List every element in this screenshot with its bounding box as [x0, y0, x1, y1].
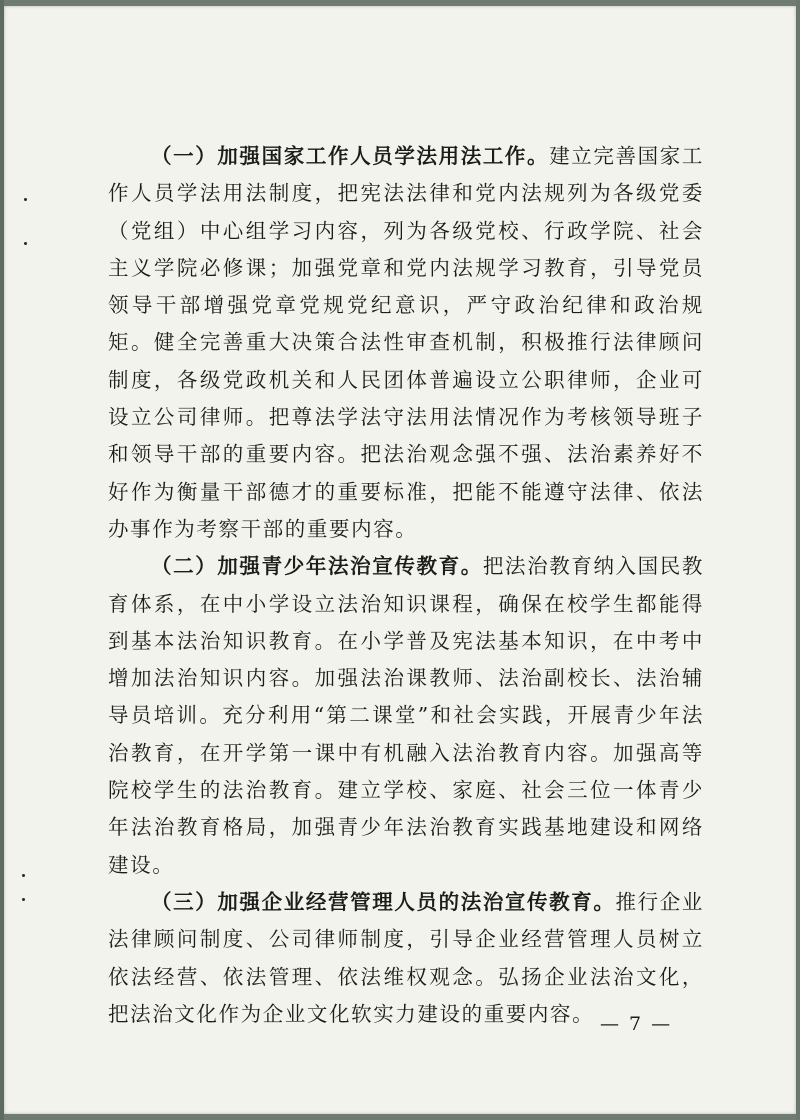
scan-speck — [24, 198, 27, 201]
paragraph-3-body: 推行企业法律顾问制度、公司律师制度，引导企业经营管理人员树立依法经营、依法管理、依法维权观念。弘扬企业法治文化，把法治文化作为企业文化软实力建设的重要内容。 — [108, 889, 704, 1026]
paragraph-1 — [108, 138, 704, 548]
paragraph-1-body: 建立完善国家工作人员学法用法制度，把宪法法律和党内法规列为各级党委（党组）中心组学习内容，列为各级党校、行政学院、社会主义学院必修课；加强党章和党内法规学习教育，引导党员领导干部增强党章党规党纪意识，严守政治纪律和政治规矩。健全完善重大决策合法性审查机制，积极推行法律顾问制度，各级党政机关和人民团体普遍设立公职律师，企业可设立公司律师。把尊法学法守法用法情况作为考核领导班子和领导干部的重要内容。把法治观念强不强、法治素养好不好作为衡量干部德才的重要标准，把能不能遵守法律、依法办事作为考察干部的重要内容。 — [108, 144, 704, 541]
paragraph-1-heading: （一）加强国家工作人员学法用法工作。 — [151, 144, 550, 168]
paragraph-3-heading: （三）加强企业经营管理人员的法治宣传教育。 — [151, 889, 616, 914]
scan-speck — [22, 898, 25, 901]
body-text — [108, 138, 704, 1033]
paragraph-2 — [108, 548, 704, 884]
scan-speck — [24, 242, 27, 245]
paragraph-2-body: 把法治教育纳入国民教育体系，在中小学设立法治知识课程，确保在校学生都能得到基本法治知识教育。在小学普及宪法基本知识，在中考中增加法治知识内容。加强法治课教师、法治副校长、法治辅导员培训。充分利用“第二课堂”和社会实践，开展青少年法治教育，在开学第一课中有机融入法治教育内容。加强高等院校学生的法治教育。建立学校、家庭、社会三位一体青少年法治教育格局，加强青少年法治教育实践基地建设和网络建设。 — [108, 554, 705, 877]
page-number: — 7 — — [600, 1013, 673, 1035]
paragraph-2-heading: （二）加强青少年法治宣传教育。 — [151, 554, 483, 579]
paragraph-3 — [108, 884, 704, 1033]
scan-edge-right — [796, 0, 800, 1120]
scan-speck — [22, 874, 25, 877]
